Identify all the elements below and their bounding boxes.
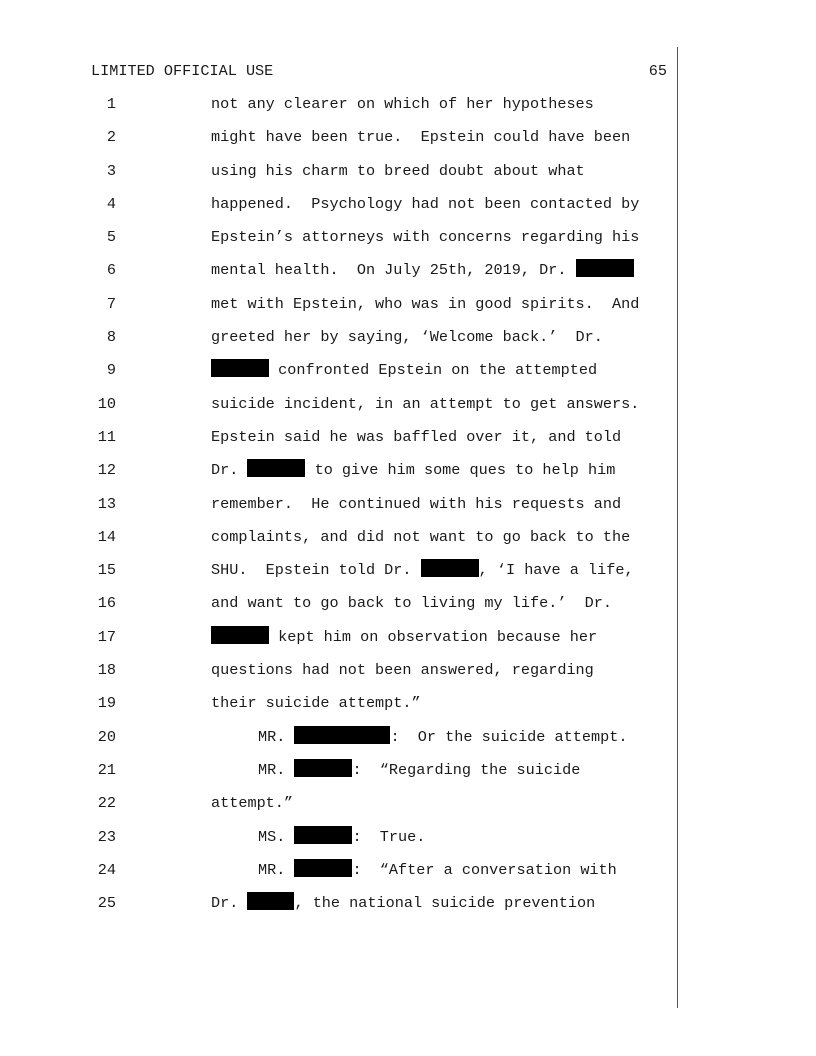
classification-marking: LIMITED OFFICIAL USE (91, 62, 274, 80)
line-number: 15 (97, 561, 116, 580)
transcript-line (0, 690, 816, 723)
line-number: 10 (97, 394, 116, 413)
transcript-line (0, 790, 816, 823)
speaker-line-text (258, 724, 627, 750)
redaction-block (294, 826, 352, 844)
line-text-segment: Dr. (211, 461, 248, 480)
redaction-block (247, 892, 294, 910)
line-text: not any clearer on which of her hypotheses (211, 95, 594, 113)
transcript-line (0, 824, 816, 857)
line-text (211, 257, 634, 283)
line-number: 1 (106, 95, 116, 113)
transcript-line (0, 590, 816, 623)
transcript-line (0, 757, 816, 790)
transcript-line (0, 158, 816, 191)
transcript-line (0, 857, 816, 890)
line-number: 18 (97, 661, 116, 680)
line-number: 4 (106, 194, 116, 213)
line-number: 7 (106, 294, 116, 313)
speaker-line-text (258, 824, 425, 850)
line-text-segment: Dr. (211, 894, 248, 913)
line-text: attempt.” (211, 794, 294, 813)
line-text-segment: : “Regarding the suicide (352, 760, 581, 779)
transcript-line (0, 457, 816, 490)
line-number: 6 (106, 261, 116, 280)
speaker-line-text (258, 757, 580, 783)
line-text-segment: kept him on observation because her (269, 627, 598, 646)
line-number: 12 (97, 461, 116, 480)
line-number: 8 (106, 328, 116, 347)
redaction-block (421, 559, 479, 577)
transcript-line (0, 91, 816, 124)
line-number: 20 (97, 727, 116, 746)
line-text: complaints, and did not want to go back to the (211, 527, 631, 546)
line-text: and want to go back to living my life.’ Dr. (211, 594, 613, 613)
line-number: 19 (97, 694, 116, 713)
transcript-line (0, 391, 816, 424)
line-text-segment: confronted Epstein on the attempted (269, 361, 598, 380)
line-text-segment: : “After a conversation with (352, 860, 617, 879)
transcript-line (0, 257, 816, 290)
line-number: 5 (106, 228, 116, 247)
line-number: 17 (97, 627, 116, 646)
speaker-prefix: MR. (258, 860, 295, 879)
line-number: 3 (106, 161, 116, 180)
line-text: using his charm to breed doubt about what (211, 161, 585, 180)
line-number: 2 (106, 128, 116, 147)
page-header (91, 61, 667, 81)
line-number: 14 (97, 527, 116, 546)
line-text: their suicide attempt.” (211, 694, 421, 713)
line-number: 16 (97, 594, 116, 613)
transcript-line (0, 224, 816, 257)
line-number: 21 (97, 760, 116, 779)
transcript-line (0, 657, 816, 690)
transcript-line (0, 291, 816, 324)
line-text-segment: : True. (352, 827, 426, 846)
line-number: 11 (97, 427, 116, 446)
transcript-line (0, 524, 816, 557)
redaction-block (294, 759, 352, 777)
transcript-line (0, 890, 816, 923)
line-text: questions had not been answered, regarding (211, 661, 594, 680)
line-text: greeted her by saying, ‘Welcome back.’ Dr. (211, 328, 603, 347)
line-number: 13 (97, 494, 116, 513)
transcript-line (0, 724, 816, 757)
line-text (211, 557, 634, 583)
page-number: 65 (648, 62, 667, 80)
transcript-line (0, 124, 816, 157)
transcript-line (0, 324, 816, 357)
line-number: 22 (97, 794, 116, 813)
transcript-line (0, 424, 816, 457)
line-text: Epstein said he was baffled over it, and told (211, 427, 622, 446)
speaker-prefix: MS. (258, 827, 295, 846)
line-number: 23 (97, 827, 116, 846)
line-text (211, 624, 597, 650)
line-text: might have been true. Epstein could have been (211, 128, 631, 147)
speaker-prefix: MR. (258, 760, 295, 779)
line-number: 9 (106, 361, 116, 380)
transcript-line (0, 624, 816, 657)
speaker-line-text (258, 857, 617, 883)
redaction-block (576, 259, 634, 277)
transcript-body (0, 91, 816, 923)
line-number: 25 (97, 894, 116, 913)
line-text-segment: : Or the suicide attempt. (390, 727, 628, 746)
redaction-block (294, 726, 390, 744)
redaction-block (294, 859, 352, 877)
line-text-segment: , the national suicide prevention (294, 894, 596, 913)
line-text (211, 890, 595, 916)
transcript-line (0, 557, 816, 590)
redaction-block (211, 626, 269, 644)
line-number: 24 (97, 860, 116, 879)
line-text-segment: to give him some ques to help him (305, 461, 616, 480)
line-text: Epstein’s attorneys with concerns regarding his (211, 228, 640, 247)
transcript-line (0, 191, 816, 224)
speaker-prefix: MR. (258, 727, 295, 746)
transcript-line (0, 357, 816, 390)
line-text (211, 357, 597, 383)
transcript-line (0, 491, 816, 524)
line-text-segment: mental health. On July 25th, 2019, Dr. (211, 261, 576, 280)
line-text (211, 457, 615, 483)
line-text: suicide incident, in an attempt to get answers. (211, 394, 640, 413)
line-text-segment: SHU. Epstein told Dr. (211, 561, 421, 580)
redaction-block (211, 359, 269, 377)
line-text-segment: , ‘I have a life, (478, 561, 634, 580)
line-text: remember. He continued with his requests and (211, 494, 622, 513)
line-text: met with Epstein, who was in good spirits. And (211, 294, 640, 313)
redaction-block (247, 459, 305, 477)
line-text: happened. Psychology had not been contacted by (211, 194, 640, 213)
